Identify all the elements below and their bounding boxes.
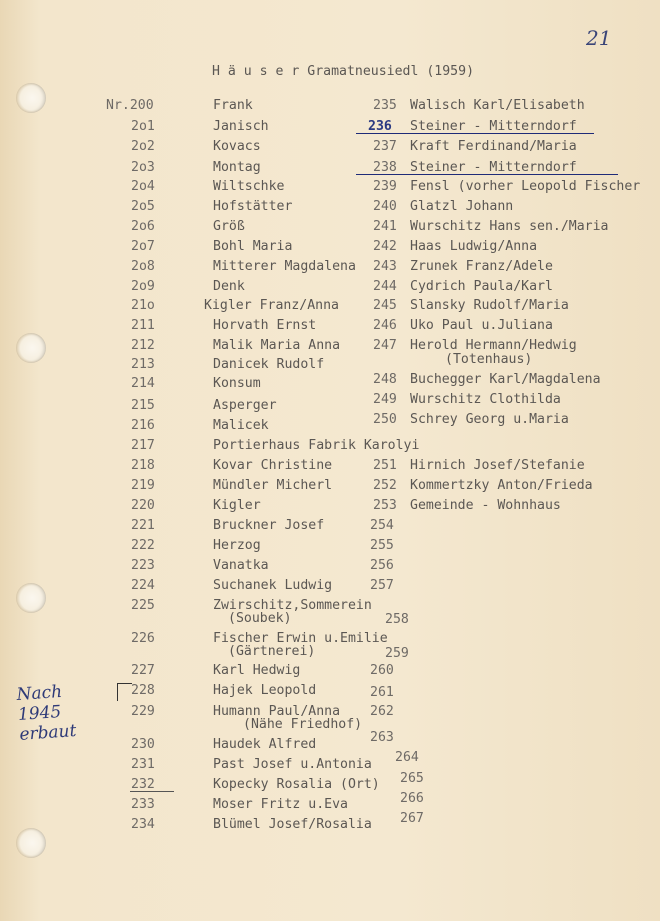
entry-name: Herzog (213, 538, 261, 553)
entry-number: 244 (373, 279, 397, 294)
page-title: H ä u s e r Gramatneusiedl (1959) (212, 64, 475, 79)
entry-name: Kovar Christine (213, 458, 333, 473)
entry-number: 256 (370, 558, 394, 573)
entry-number: 21o (131, 298, 155, 313)
entry-number: 246 (373, 318, 397, 333)
entry-number: 247 (373, 338, 397, 353)
entry-name: Buchegger Karl/Magdalena (410, 372, 601, 387)
entry-number: 221 (131, 518, 155, 533)
entry-name: Vanatka (213, 558, 269, 573)
entry-number: 248 (373, 372, 397, 387)
entry-number: 216 (131, 418, 155, 433)
entry-number: 259 (385, 646, 409, 661)
entry-name: Danicek Rudolf (213, 357, 325, 372)
entry-number: 251 (373, 458, 397, 473)
entry-number: 213 (131, 357, 155, 372)
punch-hole (16, 83, 46, 113)
entry-name: Kraft Ferdinand/Maria (410, 139, 577, 154)
entry-number: 2o7 (131, 239, 155, 254)
entry-number: 220 (131, 498, 155, 513)
entry-name: Denk (213, 279, 245, 294)
entry-number: 255 (370, 538, 394, 553)
entry-number: 266 (400, 791, 424, 806)
entry-name: Schrey Georg u.Maria (410, 412, 569, 427)
entry-name: Moser Fritz u.Eva (213, 797, 348, 812)
entry-name: Steiner - Mitterndorf (410, 160, 577, 175)
entry-name: Kommertzky Anton/Frieda (410, 478, 593, 493)
entry-name: Zwirschitz,Sommerein (213, 598, 372, 613)
entry-number: 253 (373, 498, 397, 513)
entry-name: Hirnich Josef/Stefanie (410, 458, 585, 473)
entry-number: 249 (373, 392, 397, 407)
entry-name: Portierhaus Fabrik Karolyi (213, 438, 420, 453)
entry-name: Wurschitz Hans sen./Maria (410, 219, 609, 234)
entry-number: 250 (373, 412, 397, 427)
entry-number: 228 (131, 683, 155, 698)
entry-number: 233 (131, 797, 155, 812)
punch-hole (16, 583, 46, 613)
entry-note: (Soubek) (228, 611, 292, 626)
entry-number: 236 (368, 119, 392, 134)
entry-number: 2o3 (131, 160, 155, 175)
entry-name: Steiner - Mitterndorf (410, 119, 577, 134)
entry-number: 2o5 (131, 199, 155, 214)
entry-name: Bohl Maria (213, 239, 293, 254)
entry-number: 226 (131, 631, 155, 646)
entry-name: Frank (213, 98, 253, 113)
punch-hole (16, 333, 46, 363)
entry-number: 231 (131, 757, 155, 772)
entry-name: Uko Paul u.Juliana (410, 318, 553, 333)
entry-name: Humann Paul/Anna (213, 704, 341, 719)
entry-name: Kigler Franz/Anna (204, 298, 339, 313)
entry-number: 262 (370, 704, 394, 719)
entry-number: 237 (373, 139, 397, 154)
entry-number: 243 (373, 259, 397, 274)
entry-number: 235 (373, 98, 397, 113)
entry-name: Janisch (213, 119, 269, 134)
entry-number: 238 (373, 160, 397, 175)
entry-number: 265 (400, 771, 424, 786)
entry-number: 258 (385, 612, 409, 627)
entry-name: Horvath Ernst (213, 318, 317, 333)
entry-number: 217 (131, 438, 155, 453)
entry-number: 2o8 (131, 259, 155, 274)
entry-name: Haas Ludwig/Anna (410, 239, 538, 254)
entry-number: 214 (131, 376, 155, 391)
entry-name: Haudek Alfred (213, 737, 317, 752)
entry-number: 218 (131, 458, 155, 473)
entry-name: Kigler (213, 498, 261, 513)
entry-name: Wiltschke (213, 179, 285, 194)
entry-name: Gemeinde - Wohnhaus (410, 498, 561, 513)
entry-name: Walisch Karl/Elisabeth (410, 98, 585, 113)
entry-note: (Nähe Friedhof) (243, 717, 363, 732)
entry-number: Nr.200 (106, 98, 154, 113)
entry-name: Kovacs (213, 139, 261, 154)
entry-name: Malicek (213, 418, 269, 433)
entry-number: 240 (373, 199, 397, 214)
entry-number: 261 (370, 685, 394, 700)
entry-number: 260 (370, 663, 394, 678)
entry-number: 241 (373, 219, 397, 234)
entry-name: Past Josef u.Antonia (213, 757, 372, 772)
entry-name: Kopecky Rosalia (Ort) (213, 777, 380, 792)
entry-number: 232 (131, 777, 155, 792)
entry-number: 2o4 (131, 179, 155, 194)
entry-number: 245 (373, 298, 397, 313)
entry-number: 223 (131, 558, 155, 573)
entry-note: (Totenhaus) (445, 352, 533, 367)
entry-number: 242 (373, 239, 397, 254)
entry-name: Glatzl Johann (410, 199, 514, 214)
entry-name: Blümel Josef/Rosalia (213, 817, 372, 832)
entry-name: Größ (213, 219, 245, 234)
entry-number: 225 (131, 598, 155, 613)
entry-number: 219 (131, 478, 155, 493)
entry-number: 239 (373, 179, 397, 194)
entry-number: 264 (395, 750, 419, 765)
entry-number: 2o2 (131, 139, 155, 154)
entry-name: Fensl (vorher Leopold Fischer (410, 179, 641, 194)
entry-number: 211 (131, 318, 155, 333)
entry-name: Montag (213, 160, 261, 175)
entry-name: Bruckner Josef (213, 518, 325, 533)
entry-name: Wurschitz Clothilda (410, 392, 561, 407)
entry-number: 257 (370, 578, 394, 593)
entry-name: Herold Hermann/Hedwig (410, 338, 577, 353)
entry-number: 224 (131, 578, 155, 593)
entry-number: 267 (400, 811, 424, 826)
entry-number: 254 (370, 518, 394, 533)
entry-name: Asperger (213, 398, 277, 413)
entry-number: 252 (373, 478, 397, 493)
entry-name: Hofstätter (213, 199, 293, 214)
entry-name: Mitterer Magdalena (213, 259, 356, 274)
entry-number: 230 (131, 737, 155, 752)
entry-name: Malik Maria Anna (213, 338, 341, 353)
entry-number: 2o1 (131, 119, 155, 134)
entry-number: 222 (131, 538, 155, 553)
entry-name: Slansky Rudolf/Maria (410, 298, 569, 313)
entry-number: 215 (131, 398, 155, 413)
entry-note: (Gärtnerei) (228, 644, 316, 659)
entry-name: Hajek Leopold (213, 683, 317, 698)
entry-number: 212 (131, 338, 155, 353)
entry-number: 2o9 (131, 279, 155, 294)
handwritten-note: Nach 1945 erbaut (15, 681, 78, 745)
entry-number: 227 (131, 663, 155, 678)
entry-name: Suchanek Ludwig (213, 578, 333, 593)
entry-number: 234 (131, 817, 155, 832)
page-number: 21 (586, 26, 612, 50)
entry-name: Karl Hedwig (213, 663, 301, 678)
entry-number: 229 (131, 704, 155, 719)
bracket-mark (117, 683, 132, 701)
entry-name: Konsum (213, 376, 261, 391)
entry-name: Cydrich Paula/Karl (410, 279, 553, 294)
punch-hole (16, 828, 46, 858)
entry-name: Zrunek Franz/Adele (410, 259, 553, 274)
entry-number: 2o6 (131, 219, 155, 234)
entry-name: Fischer Erwin u.Emilie (213, 631, 388, 646)
entry-number: 263 (370, 730, 394, 745)
entry-name: Mündler Micherl (213, 478, 333, 493)
